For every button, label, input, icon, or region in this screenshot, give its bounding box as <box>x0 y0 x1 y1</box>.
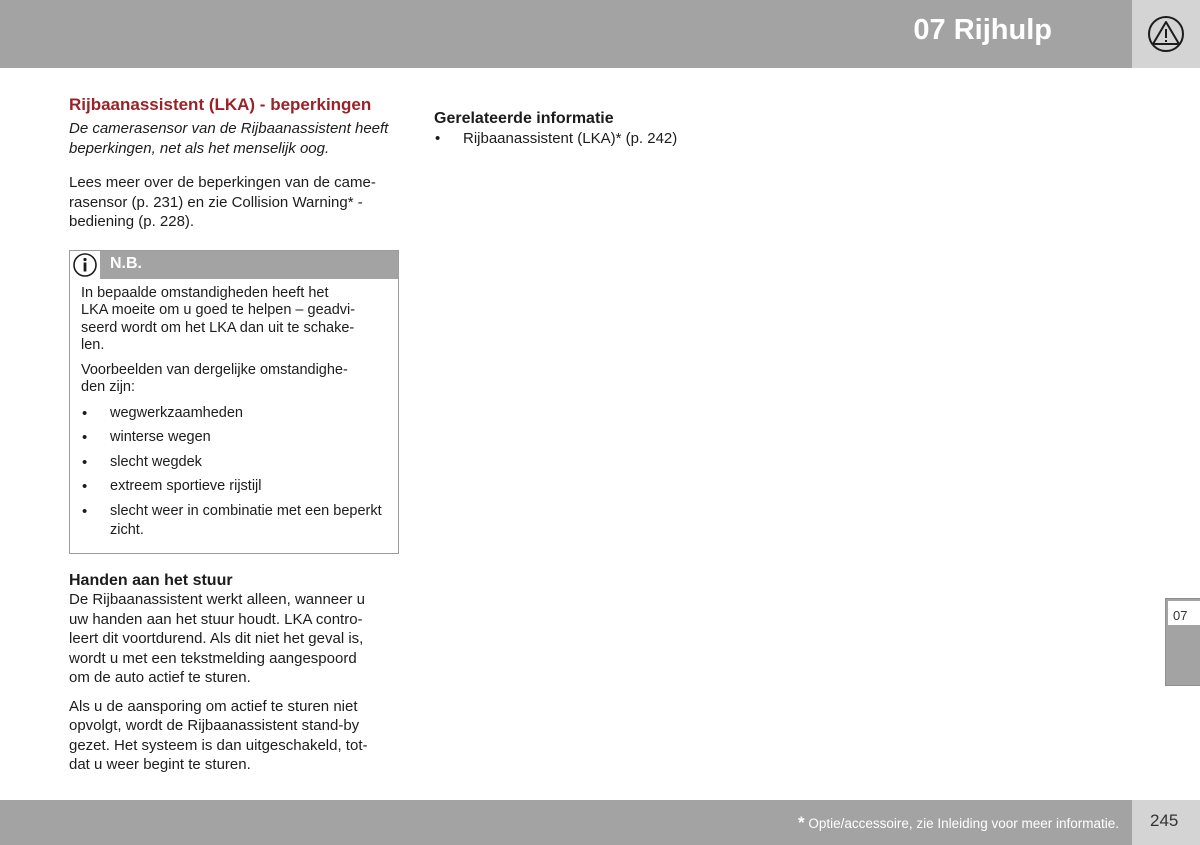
text-line: LKA moeite om u goed te helpen – geadvi- <box>81 302 356 318</box>
text-line: In bepaalde omstandigheden heeft het <box>81 284 329 301</box>
section-paragraph <box>69 173 400 232</box>
warning-triangle-icon <box>1146 16 1186 52</box>
text-line: bediening (p. 228). <box>69 213 195 230</box>
subsection-title: Handen aan het stuur <box>69 572 233 589</box>
list-item: • slecht weer in combinatie met een beperkt zicht. <box>81 502 388 540</box>
related-list <box>434 129 764 149</box>
left-column <box>69 95 400 775</box>
text-line: dat u weer begint te sturen. <box>69 756 251 773</box>
note-paragraph <box>81 362 388 397</box>
text-line: len. <box>81 337 105 353</box>
hands-paragraph <box>69 590 400 688</box>
page-header <box>0 0 1132 68</box>
section-title: Rijbaanassistent (LKA) - beperkingen <box>69 95 372 114</box>
text-line: wordt u met een tekstmelding aangespoord <box>69 649 357 667</box>
text-line: seerd wordt om het LKA dan uit te schake- <box>81 319 355 336</box>
list-item: • winterse wegen <box>81 428 388 447</box>
list-item: • wegwerkzaamheden <box>81 404 388 423</box>
footnote-star: * <box>797 813 805 832</box>
footnote <box>798 813 1119 833</box>
side-tab-label: 07 <box>1173 608 1188 623</box>
middle-column <box>434 110 764 149</box>
related-title: Gerelateerde informatie <box>434 110 614 127</box>
footnote-text: Optie/accessoire, zie Inleiding voor meer informatie. <box>808 816 1119 831</box>
related-link[interactable]: • Rijbaanassistent (LKA)* (p. 242) <box>434 129 764 149</box>
note-header <box>70 251 398 279</box>
note-icon-box <box>70 251 100 279</box>
note-body <box>70 279 398 554</box>
section-intro: De camerasensor van de Rijbaanassistent heeft beperkingen, net als het menselijk oog. <box>69 120 389 157</box>
chapter-side-tab <box>1165 598 1200 686</box>
text-line: De Rijbaanassistent werkt alleen, wanneer u <box>69 591 365 608</box>
page-number-box <box>1132 800 1200 845</box>
note-list <box>81 404 388 540</box>
text-line: uw handen aan het stuur houdt. LKA contro- <box>69 610 363 628</box>
note-label: N.B. <box>110 254 142 272</box>
note-box <box>69 250 399 555</box>
note-paragraph <box>81 285 388 355</box>
text-line: Voorbeelden van dergelijke omstandighe- <box>81 361 348 378</box>
list-item: • slecht wegdek <box>81 453 388 472</box>
header-icon-box <box>1132 0 1200 68</box>
chapter-title: 07 Rijhulp <box>913 14 1052 46</box>
text-line: den zijn: <box>81 379 136 395</box>
side-tab-label-box <box>1168 601 1200 625</box>
page-footer <box>0 800 1132 845</box>
list-item: • extreem sportieve rijstijl <box>81 477 388 496</box>
text-line: om de auto actief te sturen. <box>69 669 251 686</box>
text-line: gezet. Het systeem is dan uitgeschakeld, tot- <box>69 736 368 754</box>
text-line: Lees meer over de beperkingen van de came- <box>69 174 376 191</box>
text-line: leert dit voortdurend. Als dit niet het geval is, <box>69 630 364 647</box>
text-line: rasensor (p. 231) en zie Collision Warning* - <box>69 193 363 211</box>
text-line: opvolgt, wordt de Rijbaanassistent stand-by <box>69 717 360 734</box>
hands-paragraph <box>69 697 400 775</box>
page-number: 245 <box>1150 811 1179 830</box>
text-line: Als u de aansporing om actief te sturen niet <box>69 697 358 715</box>
info-icon <box>73 253 97 277</box>
